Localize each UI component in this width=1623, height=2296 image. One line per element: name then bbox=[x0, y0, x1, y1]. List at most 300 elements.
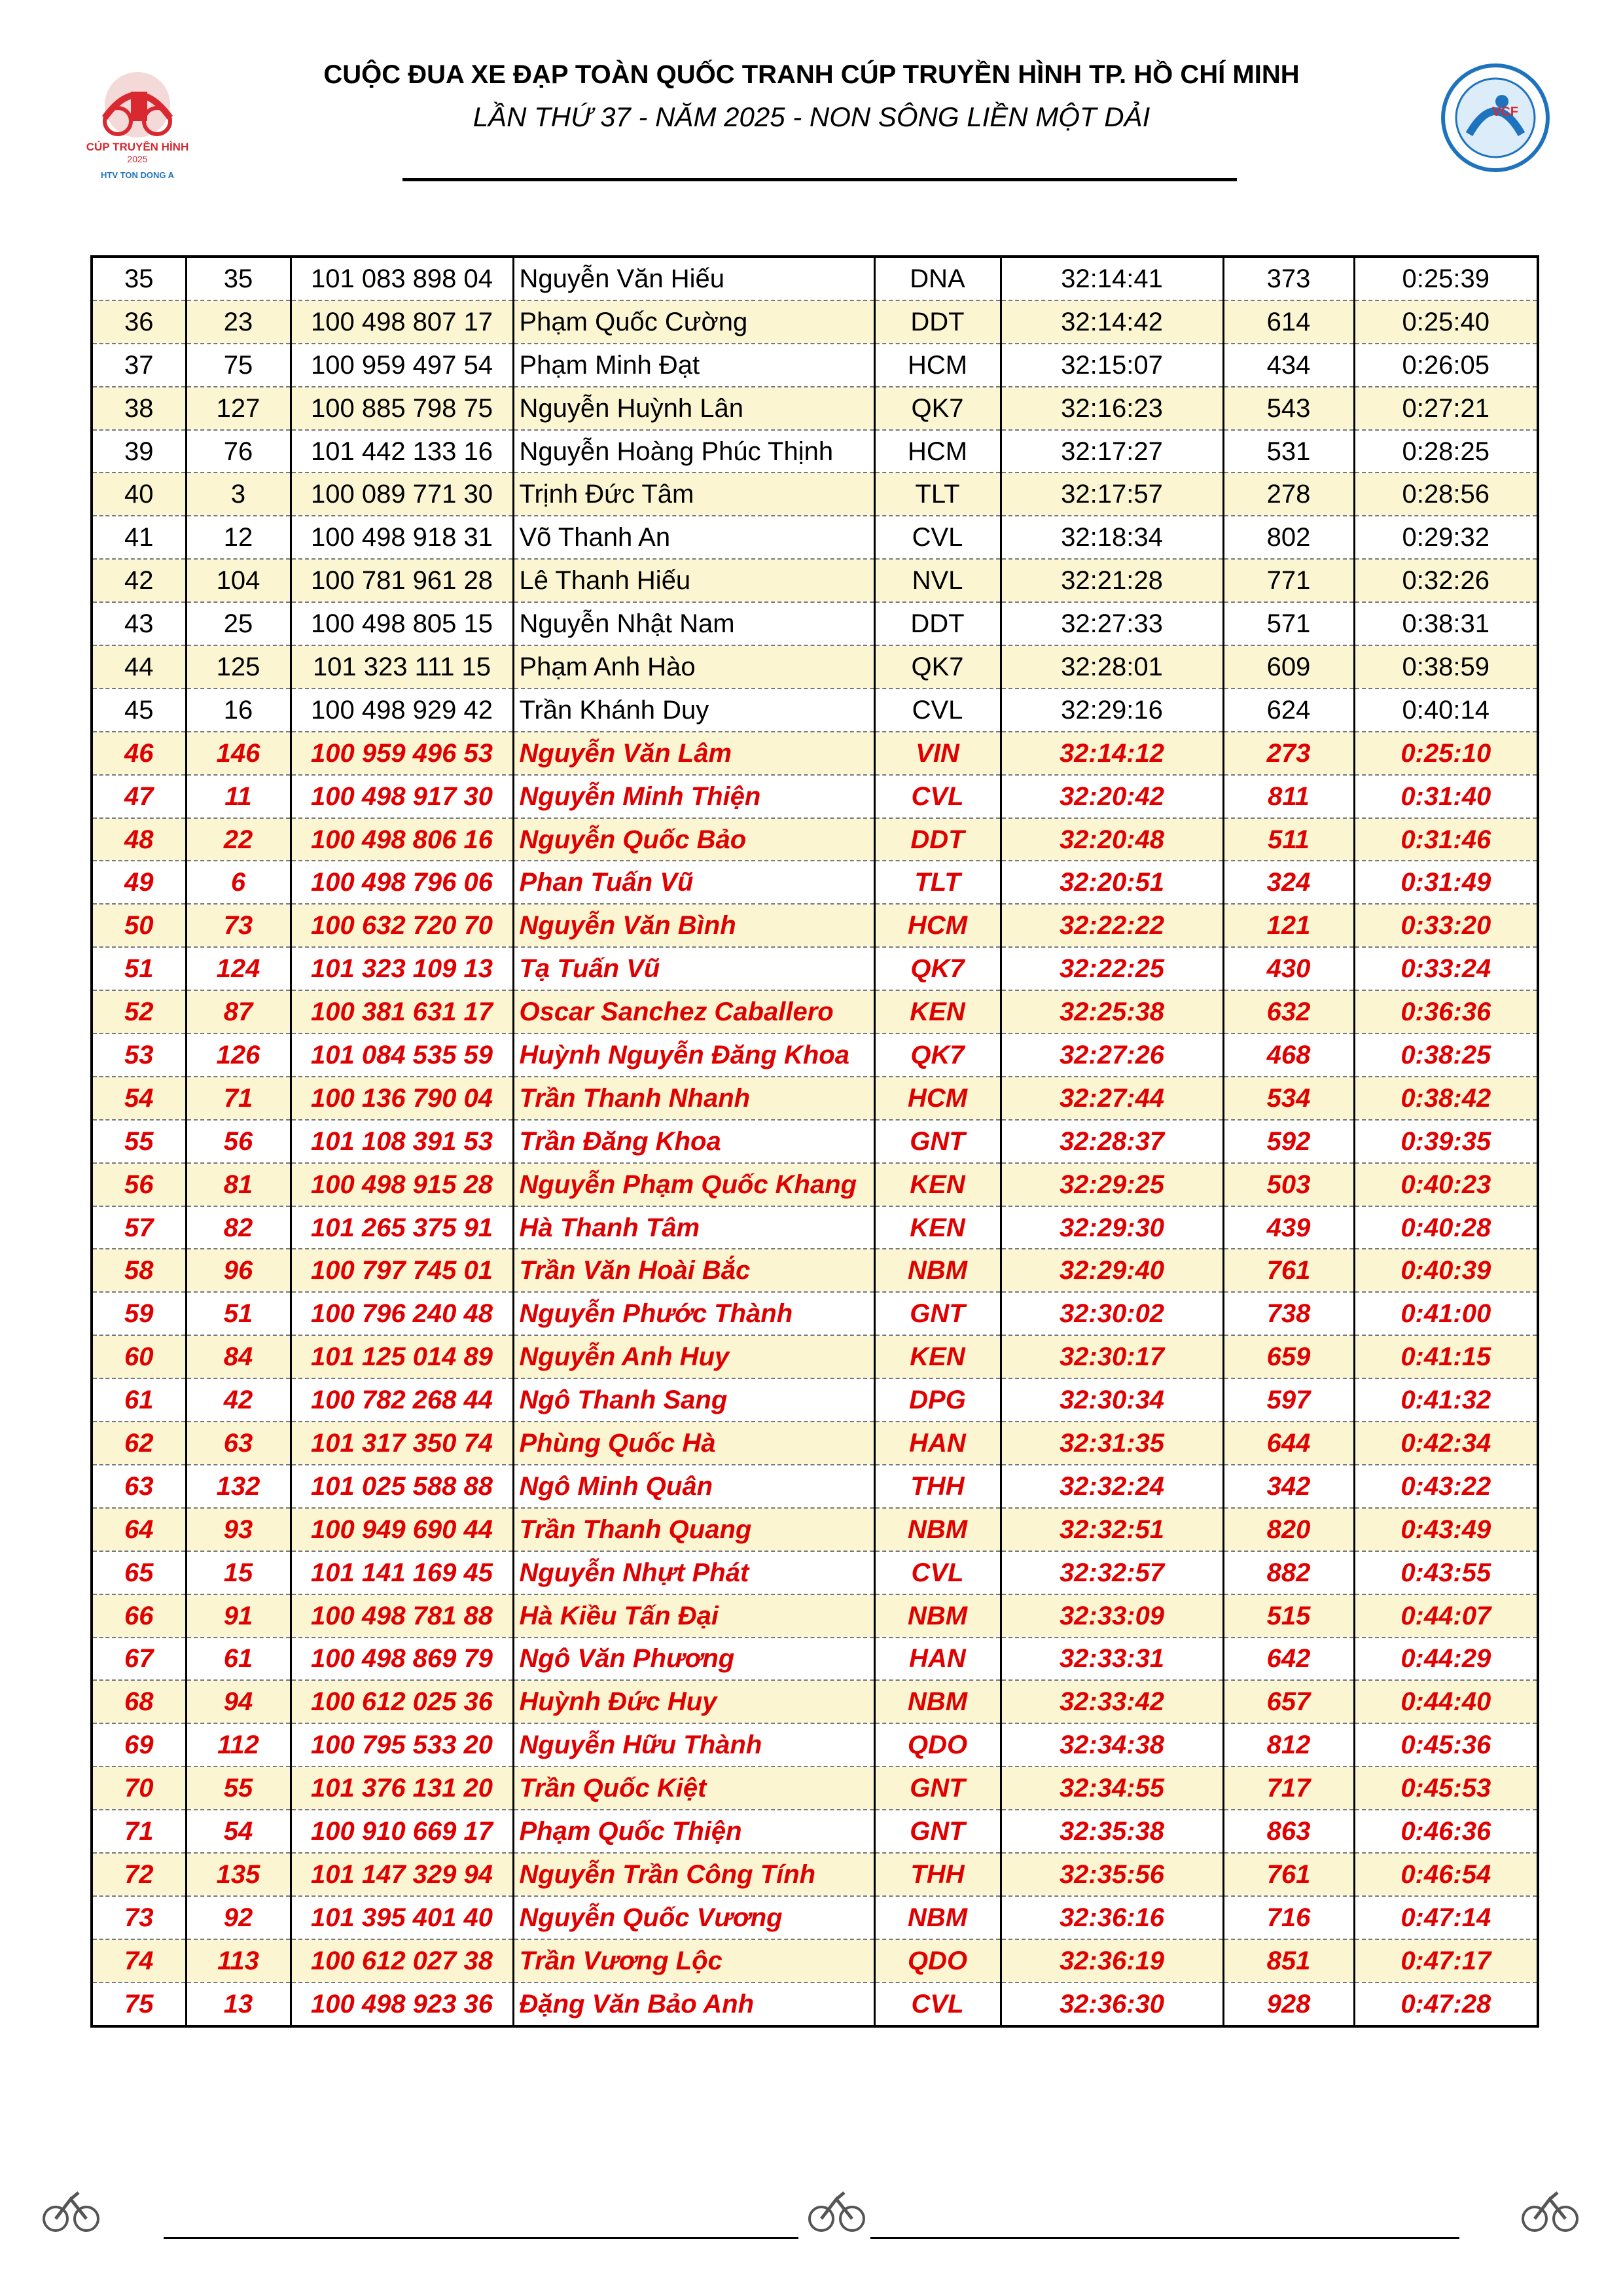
points-cell: 439 bbox=[1223, 1206, 1354, 1249]
gap-cell: 0:25:39 bbox=[1354, 257, 1538, 300]
team-cell: QK7 bbox=[874, 947, 1001, 990]
rank-cell: 40 bbox=[92, 473, 186, 516]
points-cell: 273 bbox=[1223, 732, 1354, 775]
rider-name-cell: Võ Thanh An bbox=[513, 516, 874, 559]
title-underline bbox=[402, 178, 1237, 181]
points-cell: 716 bbox=[1223, 1896, 1354, 1939]
bib-cell: 6 bbox=[186, 861, 291, 904]
rank-cell: 59 bbox=[92, 1292, 186, 1335]
time-cell: 32:34:55 bbox=[1001, 1767, 1223, 1810]
time-cell: 32:32:51 bbox=[1001, 1508, 1223, 1551]
team-cell: HCM bbox=[874, 904, 1001, 947]
uci-id-cell: 101 317 350 74 bbox=[291, 1422, 513, 1465]
gap-cell: 0:47:28 bbox=[1354, 1982, 1538, 2026]
bib-cell: 13 bbox=[186, 1982, 291, 2026]
time-cell: 32:36:16 bbox=[1001, 1896, 1223, 1939]
rider-name-cell: Ngô Văn Phương bbox=[513, 1638, 874, 1681]
gap-cell: 0:40:28 bbox=[1354, 1206, 1538, 1249]
gap-cell: 0:40:39 bbox=[1354, 1249, 1538, 1292]
time-cell: 32:29:40 bbox=[1001, 1249, 1223, 1292]
uci-id-cell: 101 376 131 20 bbox=[291, 1767, 513, 1810]
team-cell: NBM bbox=[874, 1680, 1001, 1723]
gap-cell: 0:40:23 bbox=[1354, 1163, 1538, 1206]
gap-cell: 0:33:24 bbox=[1354, 947, 1538, 990]
rider-name-cell: Nguyễn Minh Thiện bbox=[513, 775, 874, 818]
rider-name-cell: Nguyễn Phước Thành bbox=[513, 1292, 874, 1335]
time-cell: 32:35:56 bbox=[1001, 1853, 1223, 1896]
points-cell: 503 bbox=[1223, 1163, 1354, 1206]
gap-cell: 0:42:34 bbox=[1354, 1422, 1538, 1465]
bib-cell: 81 bbox=[186, 1163, 291, 1206]
team-cell: NVL bbox=[874, 559, 1001, 602]
gap-cell: 0:26:05 bbox=[1354, 344, 1538, 387]
table-row bbox=[92, 689, 1538, 732]
table-row bbox=[92, 1335, 1538, 1378]
rider-name-cell: Trần Thanh Nhanh bbox=[513, 1077, 874, 1120]
uci-id-cell: 100 949 690 44 bbox=[291, 1508, 513, 1551]
time-cell: 32:22:25 bbox=[1001, 947, 1223, 990]
time-cell: 32:33:42 bbox=[1001, 1680, 1223, 1723]
logo-left-text: CÚP TRUYỀN HÌNH bbox=[86, 141, 189, 153]
time-cell: 32:17:57 bbox=[1001, 473, 1223, 516]
gap-cell: 0:43:55 bbox=[1354, 1551, 1538, 1594]
results-table-body bbox=[92, 257, 1538, 2026]
rank-cell: 47 bbox=[92, 775, 186, 818]
table-row bbox=[92, 1508, 1538, 1551]
rider-name-cell: Trần Khánh Duy bbox=[513, 689, 874, 732]
gap-cell: 0:33:20 bbox=[1354, 904, 1538, 947]
time-cell: 32:22:22 bbox=[1001, 904, 1223, 947]
team-cell: DDT bbox=[874, 818, 1001, 861]
rider-name-cell: Nguyễn Anh Huy bbox=[513, 1335, 874, 1378]
uci-id-cell: 100 885 798 75 bbox=[291, 387, 513, 430]
gap-cell: 0:39:35 bbox=[1354, 1120, 1538, 1163]
uci-id-cell: 100 498 917 30 bbox=[291, 775, 513, 818]
gap-cell: 0:45:36 bbox=[1354, 1723, 1538, 1767]
points-cell: 571 bbox=[1223, 602, 1354, 645]
rank-cell: 46 bbox=[92, 732, 186, 775]
uci-id-cell: 100 498 918 31 bbox=[291, 516, 513, 559]
time-cell: 32:36:30 bbox=[1001, 1982, 1223, 2026]
gap-cell: 0:28:25 bbox=[1354, 430, 1538, 473]
time-cell: 32:21:28 bbox=[1001, 559, 1223, 602]
rank-cell: 54 bbox=[92, 1077, 186, 1120]
rider-name-cell: Tạ Tuấn Vũ bbox=[513, 947, 874, 990]
table-row bbox=[92, 1292, 1538, 1335]
team-cell: CVL bbox=[874, 516, 1001, 559]
table-row bbox=[92, 1939, 1538, 1982]
uci-id-cell: 101 108 391 53 bbox=[291, 1120, 513, 1163]
points-cell: 278 bbox=[1223, 473, 1354, 516]
uci-id-cell: 101 323 111 15 bbox=[291, 645, 513, 689]
rank-cell: 53 bbox=[92, 1033, 186, 1077]
uci-id-cell: 100 796 240 48 bbox=[291, 1292, 513, 1335]
time-cell: 32:33:09 bbox=[1001, 1594, 1223, 1638]
rider-name-cell: Nguyễn Nhật Nam bbox=[513, 602, 874, 645]
team-cell: TLT bbox=[874, 473, 1001, 516]
table-row bbox=[92, 430, 1538, 473]
rank-cell: 39 bbox=[92, 430, 186, 473]
table-row bbox=[92, 257, 1538, 300]
table-row bbox=[92, 1982, 1538, 2026]
rank-cell: 44 bbox=[92, 645, 186, 689]
uci-id-cell: 100 136 790 04 bbox=[291, 1077, 513, 1120]
time-cell: 32:15:07 bbox=[1001, 344, 1223, 387]
gap-cell: 0:43:22 bbox=[1354, 1465, 1538, 1508]
points-cell: 121 bbox=[1223, 904, 1354, 947]
time-cell: 32:20:51 bbox=[1001, 861, 1223, 904]
table-row bbox=[92, 559, 1538, 602]
table-row bbox=[92, 1163, 1538, 1206]
gap-cell: 0:38:42 bbox=[1354, 1077, 1538, 1120]
points-cell: 851 bbox=[1223, 1939, 1354, 1982]
bib-cell: 63 bbox=[186, 1422, 291, 1465]
points-cell: 614 bbox=[1223, 300, 1354, 344]
rider-name-cell: Trần Thanh Quang bbox=[513, 1508, 874, 1551]
uci-id-cell: 101 025 588 88 bbox=[291, 1465, 513, 1508]
logo-left-year: 2025 bbox=[127, 154, 148, 164]
bib-cell: 126 bbox=[186, 1033, 291, 1077]
rank-cell: 74 bbox=[92, 1939, 186, 1982]
team-cell: NBM bbox=[874, 1896, 1001, 1939]
table-row bbox=[92, 1422, 1538, 1465]
time-cell: 32:14:41 bbox=[1001, 257, 1223, 300]
points-cell: 324 bbox=[1223, 861, 1354, 904]
team-cell: QK7 bbox=[874, 645, 1001, 689]
rider-name-cell: Hà Kiều Tấn Đại bbox=[513, 1594, 874, 1638]
uci-id-cell: 100 782 268 44 bbox=[291, 1378, 513, 1422]
points-cell: 761 bbox=[1223, 1853, 1354, 1896]
logo-left-sponsors: HTV TON DONG A bbox=[101, 170, 174, 180]
gap-cell: 0:45:53 bbox=[1354, 1767, 1538, 1810]
rider-name-cell: Huỳnh Nguyễn Đăng Khoa bbox=[513, 1033, 874, 1077]
points-cell: 592 bbox=[1223, 1120, 1354, 1163]
rider-name-cell: Nguyễn Huỳnh Lân bbox=[513, 387, 874, 430]
team-cell: TLT bbox=[874, 861, 1001, 904]
gap-cell: 0:44:07 bbox=[1354, 1594, 1538, 1638]
rider-name-cell: Trần Quốc Kiệt bbox=[513, 1767, 874, 1810]
team-cell: QK7 bbox=[874, 387, 1001, 430]
rider-name-cell: Phùng Quốc Hà bbox=[513, 1422, 874, 1465]
gap-cell: 0:29:32 bbox=[1354, 516, 1538, 559]
team-cell: THH bbox=[874, 1853, 1001, 1896]
team-cell: QDO bbox=[874, 1939, 1001, 1982]
team-cell: NBM bbox=[874, 1249, 1001, 1292]
points-cell: 515 bbox=[1223, 1594, 1354, 1638]
points-cell: 373 bbox=[1223, 257, 1354, 300]
points-cell: 430 bbox=[1223, 947, 1354, 990]
time-cell: 32:32:57 bbox=[1001, 1551, 1223, 1594]
time-cell: 32:35:38 bbox=[1001, 1810, 1223, 1853]
table-row bbox=[92, 1378, 1538, 1422]
time-cell: 32:20:48 bbox=[1001, 818, 1223, 861]
rider-name-cell: Phạm Quốc Thiện bbox=[513, 1810, 874, 1853]
rider-name-cell: Nguyễn Văn Hiếu bbox=[513, 257, 874, 300]
gap-cell: 0:38:25 bbox=[1354, 1033, 1538, 1077]
time-cell: 32:27:33 bbox=[1001, 602, 1223, 645]
team-cell: KEN bbox=[874, 1206, 1001, 1249]
rider-name-cell: Oscar Sanchez Caballero bbox=[513, 990, 874, 1033]
rank-cell: 73 bbox=[92, 1896, 186, 1939]
uci-id-cell: 100 498 781 88 bbox=[291, 1594, 513, 1638]
bib-cell: 146 bbox=[186, 732, 291, 775]
points-cell: 468 bbox=[1223, 1033, 1354, 1077]
gap-cell: 0:31:49 bbox=[1354, 861, 1538, 904]
rider-name-cell: Trịnh Đức Tâm bbox=[513, 473, 874, 516]
rank-cell: 67 bbox=[92, 1638, 186, 1681]
gap-cell: 0:40:14 bbox=[1354, 689, 1538, 732]
bib-cell: 113 bbox=[186, 1939, 291, 1982]
table-row bbox=[92, 1249, 1538, 1292]
team-cell: CVL bbox=[874, 689, 1001, 732]
table-row bbox=[92, 861, 1538, 904]
team-cell: THH bbox=[874, 1465, 1001, 1508]
points-cell: 761 bbox=[1223, 1249, 1354, 1292]
points-cell: 534 bbox=[1223, 1077, 1354, 1120]
team-cell: GNT bbox=[874, 1767, 1001, 1810]
team-cell: DPG bbox=[874, 1378, 1001, 1422]
uci-id-cell: 100 781 961 28 bbox=[291, 559, 513, 602]
rank-cell: 37 bbox=[92, 344, 186, 387]
team-cell: KEN bbox=[874, 990, 1001, 1033]
rider-name-cell: Phan Tuấn Vũ bbox=[513, 861, 874, 904]
uci-id-cell: 101 442 133 16 bbox=[291, 430, 513, 473]
table-row bbox=[92, 818, 1538, 861]
team-cell: CVL bbox=[874, 1982, 1001, 2026]
uci-id-cell: 100 797 745 01 bbox=[291, 1249, 513, 1292]
uci-id-cell: 100 381 631 17 bbox=[291, 990, 513, 1033]
team-cell: KEN bbox=[874, 1163, 1001, 1206]
points-cell: 642 bbox=[1223, 1638, 1354, 1681]
rider-name-cell: Hà Thanh Tâm bbox=[513, 1206, 874, 1249]
time-cell: 32:20:42 bbox=[1001, 775, 1223, 818]
points-cell: 812 bbox=[1223, 1723, 1354, 1767]
points-cell: 820 bbox=[1223, 1508, 1354, 1551]
uci-id-cell: 100 089 771 30 bbox=[291, 473, 513, 516]
uci-id-cell: 101 125 014 89 bbox=[291, 1335, 513, 1378]
bib-cell: 93 bbox=[186, 1508, 291, 1551]
points-cell: 928 bbox=[1223, 1982, 1354, 2026]
bib-cell: 15 bbox=[186, 1551, 291, 1594]
team-cell: HCM bbox=[874, 344, 1001, 387]
table-row bbox=[92, 1896, 1538, 1939]
rider-name-cell: Trần Vương Lộc bbox=[513, 1939, 874, 1982]
points-cell: 644 bbox=[1223, 1422, 1354, 1465]
bib-cell: 87 bbox=[186, 990, 291, 1033]
footer-rule-right bbox=[870, 2237, 1459, 2239]
rank-cell: 43 bbox=[92, 602, 186, 645]
points-cell: 624 bbox=[1223, 689, 1354, 732]
time-cell: 32:30:17 bbox=[1001, 1335, 1223, 1378]
rider-name-cell: Nguyễn Hoàng Phúc Thịnh bbox=[513, 430, 874, 473]
table-row bbox=[92, 1810, 1538, 1853]
rank-cell: 71 bbox=[92, 1810, 186, 1853]
rank-cell: 65 bbox=[92, 1551, 186, 1594]
team-cell: GNT bbox=[874, 1120, 1001, 1163]
gap-cell: 0:47:17 bbox=[1354, 1939, 1538, 1982]
rider-name-cell: Nguyễn Quốc Vương bbox=[513, 1896, 874, 1939]
results-table bbox=[90, 255, 1539, 2028]
bib-cell: 75 bbox=[186, 344, 291, 387]
table-row bbox=[92, 904, 1538, 947]
table-row bbox=[92, 1033, 1538, 1077]
table-row bbox=[92, 344, 1538, 387]
rider-name-cell: Trần Văn Hoài Bắc bbox=[513, 1249, 874, 1292]
time-cell: 32:18:34 bbox=[1001, 516, 1223, 559]
uci-id-cell: 100 795 533 20 bbox=[291, 1723, 513, 1767]
cyclist-logo-center bbox=[805, 2179, 870, 2238]
bib-cell: 127 bbox=[186, 387, 291, 430]
team-cell: GNT bbox=[874, 1810, 1001, 1853]
cyclist-logo-left bbox=[39, 2179, 105, 2238]
rank-cell: 70 bbox=[92, 1767, 186, 1810]
rank-cell: 36 bbox=[92, 300, 186, 344]
team-cell: DDT bbox=[874, 602, 1001, 645]
bib-cell: 92 bbox=[186, 1896, 291, 1939]
table-row bbox=[92, 645, 1538, 689]
rider-name-cell: Trần Đăng Khoa bbox=[513, 1120, 874, 1163]
gap-cell: 0:27:21 bbox=[1354, 387, 1538, 430]
gap-cell: 0:36:36 bbox=[1354, 990, 1538, 1033]
bib-cell: 94 bbox=[186, 1680, 291, 1723]
table-row bbox=[92, 1594, 1538, 1638]
gap-cell: 0:43:49 bbox=[1354, 1508, 1538, 1551]
bib-cell: 132 bbox=[186, 1465, 291, 1508]
time-cell: 32:31:35 bbox=[1001, 1422, 1223, 1465]
bib-cell: 22 bbox=[186, 818, 291, 861]
gap-cell: 0:25:10 bbox=[1354, 732, 1538, 775]
points-cell: 771 bbox=[1223, 559, 1354, 602]
time-cell: 32:27:26 bbox=[1001, 1033, 1223, 1077]
bib-cell: 11 bbox=[186, 775, 291, 818]
rider-name-cell: Nguyễn Trần Công Tính bbox=[513, 1853, 874, 1896]
time-cell: 32:28:01 bbox=[1001, 645, 1223, 689]
gap-cell: 0:31:46 bbox=[1354, 818, 1538, 861]
team-cell: CVL bbox=[874, 775, 1001, 818]
points-cell: 717 bbox=[1223, 1767, 1354, 1810]
gap-cell: 0:32:26 bbox=[1354, 559, 1538, 602]
bib-cell: 125 bbox=[186, 645, 291, 689]
uci-id-cell: 101 084 535 59 bbox=[291, 1033, 513, 1077]
uci-id-cell: 100 498 915 28 bbox=[291, 1163, 513, 1206]
time-cell: 32:32:24 bbox=[1001, 1465, 1223, 1508]
bib-cell: 61 bbox=[186, 1638, 291, 1681]
bib-cell: 35 bbox=[186, 257, 291, 300]
gap-cell: 0:31:40 bbox=[1354, 775, 1538, 818]
rider-name-cell: Nguyễn Văn Lâm bbox=[513, 732, 874, 775]
rank-cell: 48 bbox=[92, 818, 186, 861]
points-cell: 531 bbox=[1223, 430, 1354, 473]
rank-cell: 64 bbox=[92, 1508, 186, 1551]
bib-cell: 16 bbox=[186, 689, 291, 732]
page-title: CUỘC ĐUA XE ĐẠP TOÀN QUỐC TRANH CÚP TRUYỀN HÌNH TP. HỒ CHÍ MINH bbox=[323, 60, 1300, 89]
team-cell: KEN bbox=[874, 1335, 1001, 1378]
rank-cell: 51 bbox=[92, 947, 186, 990]
team-cell: QDO bbox=[874, 1723, 1001, 1767]
uci-id-cell: 100 959 497 54 bbox=[291, 344, 513, 387]
bib-cell: 42 bbox=[186, 1378, 291, 1422]
table-row bbox=[92, 732, 1538, 775]
rank-cell: 56 bbox=[92, 1163, 186, 1206]
time-cell: 32:29:25 bbox=[1001, 1163, 1223, 1206]
rider-name-cell: Nguyễn Hữu Thành bbox=[513, 1723, 874, 1767]
rank-cell: 42 bbox=[92, 559, 186, 602]
time-cell: 32:14:12 bbox=[1001, 732, 1223, 775]
rank-cell: 72 bbox=[92, 1853, 186, 1896]
table-row bbox=[92, 1120, 1538, 1163]
vcf-logo bbox=[1440, 62, 1551, 173]
gap-cell: 0:28:56 bbox=[1354, 473, 1538, 516]
rider-name-cell: Đặng Văn Bảo Anh bbox=[513, 1982, 874, 2026]
time-cell: 32:33:31 bbox=[1001, 1638, 1223, 1681]
team-cell: HAN bbox=[874, 1638, 1001, 1681]
bib-cell: 96 bbox=[186, 1249, 291, 1292]
rider-name-cell: Nguyễn Nhựt Phát bbox=[513, 1551, 874, 1594]
time-cell: 32:30:02 bbox=[1001, 1292, 1223, 1335]
bib-cell: 91 bbox=[186, 1594, 291, 1638]
rank-cell: 68 bbox=[92, 1680, 186, 1723]
footer-rule-left bbox=[164, 2237, 798, 2239]
uci-id-cell: 100 498 806 16 bbox=[291, 818, 513, 861]
gap-cell: 0:38:31 bbox=[1354, 602, 1538, 645]
rank-cell: 66 bbox=[92, 1594, 186, 1638]
bib-cell: 82 bbox=[186, 1206, 291, 1249]
uci-id-cell: 100 498 923 36 bbox=[291, 1982, 513, 2026]
time-cell: 32:30:34 bbox=[1001, 1378, 1223, 1422]
gap-cell: 0:41:15 bbox=[1354, 1335, 1538, 1378]
team-cell: DNA bbox=[874, 257, 1001, 300]
time-cell: 32:29:16 bbox=[1001, 689, 1223, 732]
bib-cell: 55 bbox=[186, 1767, 291, 1810]
rank-cell: 38 bbox=[92, 387, 186, 430]
points-cell: 342 bbox=[1223, 1465, 1354, 1508]
points-cell: 434 bbox=[1223, 344, 1354, 387]
table-row bbox=[92, 1465, 1538, 1508]
team-cell: QK7 bbox=[874, 1033, 1001, 1077]
points-cell: 738 bbox=[1223, 1292, 1354, 1335]
bib-cell: 112 bbox=[186, 1723, 291, 1767]
team-cell: DDT bbox=[874, 300, 1001, 344]
table-row bbox=[92, 1680, 1538, 1723]
team-cell: NBM bbox=[874, 1594, 1001, 1638]
gap-cell: 0:41:00 bbox=[1354, 1292, 1538, 1335]
uci-id-cell: 100 612 027 38 bbox=[291, 1939, 513, 1982]
gap-cell: 0:41:32 bbox=[1354, 1378, 1538, 1422]
rider-name-cell: Nguyễn Phạm Quốc Khang bbox=[513, 1163, 874, 1206]
bib-cell: 56 bbox=[186, 1120, 291, 1163]
team-cell: GNT bbox=[874, 1292, 1001, 1335]
uci-id-cell: 101 323 109 13 bbox=[291, 947, 513, 990]
time-cell: 32:36:19 bbox=[1001, 1939, 1223, 1982]
table-row bbox=[92, 1723, 1538, 1767]
rider-name-cell: Ngô Minh Quân bbox=[513, 1465, 874, 1508]
rider-name-cell: Phạm Anh Hào bbox=[513, 645, 874, 689]
team-cell: HAN bbox=[874, 1422, 1001, 1465]
rider-name-cell: Huỳnh Đức Huy bbox=[513, 1680, 874, 1723]
gap-cell: 0:46:54 bbox=[1354, 1853, 1538, 1896]
team-cell: HCM bbox=[874, 430, 1001, 473]
table-row bbox=[92, 1853, 1538, 1896]
table-row bbox=[92, 775, 1538, 818]
points-cell: 802 bbox=[1223, 516, 1354, 559]
gap-cell: 0:44:40 bbox=[1354, 1680, 1538, 1723]
time-cell: 32:17:27 bbox=[1001, 430, 1223, 473]
points-cell: 657 bbox=[1223, 1680, 1354, 1723]
uci-id-cell: 100 632 720 70 bbox=[291, 904, 513, 947]
points-cell: 511 bbox=[1223, 818, 1354, 861]
rider-name-cell: Nguyễn Quốc Bảo bbox=[513, 818, 874, 861]
time-cell: 32:16:23 bbox=[1001, 387, 1223, 430]
